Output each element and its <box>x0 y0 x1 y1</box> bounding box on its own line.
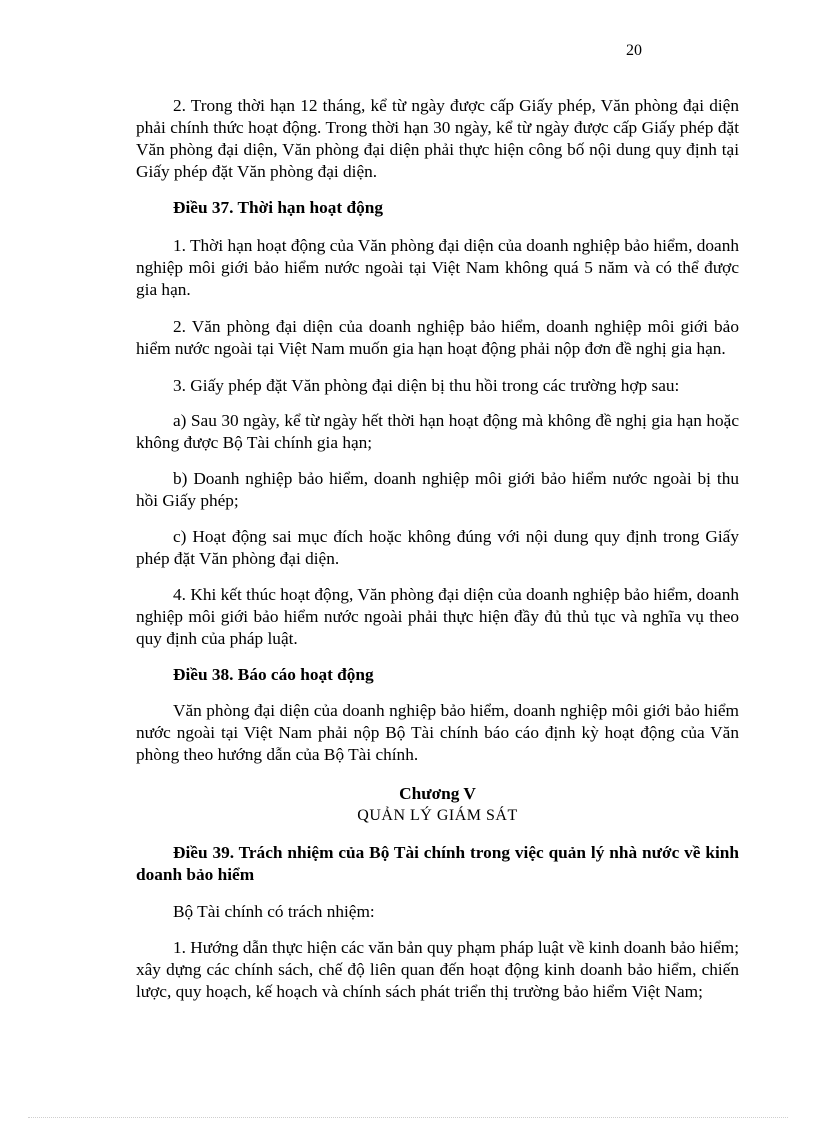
paragraph: 3. Giấy phép đặt Văn phòng đại diện bị thu hồi trong các trường hợp sau: <box>173 376 680 395</box>
paragraph: 1. Thời hạn hoạt động của Văn phòng đại diện của doanh nghiệp bảo hiểm, doanh nghiệp môi giới bảo hiểm nước ngoài tại Việt Nam không quá 5 năm và có thể được gia hạn. <box>136 236 739 299</box>
chapter-heading <box>136 783 739 827</box>
paragraph: 2. Văn phòng đại diện của doanh nghiệp bảo hiểm, doanh nghiệp môi giới bảo hiểm nước ngoài tại Việt Nam muốn gia hạn hoạt động phải nộp đơn đề nghị gia hạn. <box>136 317 739 358</box>
article-heading: Điều 37. Thời hạn hoạt động <box>173 198 383 217</box>
chapter-title: QUẢN LÝ GIÁM SÁT <box>357 807 518 824</box>
paragraph: c) Hoạt động sai mục đích hoặc không đúng với nội dung quy định trong Giấy phép đặt Văn phòng đại diện. <box>136 527 739 568</box>
paragraph: 1. Hướng dẫn thực hiện các văn bản quy phạm pháp luật về kinh doanh bảo hiểm; xây dựng các chính sách, chế độ liên quan đến hoạt động kinh doanh bảo hiểm, chiến lược, quy hoạch, kế hoạch và chính sách phát triển thị trường bảo hiểm Việt Nam; <box>136 938 739 1001</box>
paragraph: b) Doanh nghiệp bảo hiểm, doanh nghiệp môi giới bảo hiểm nước ngoài bị thu hồi Giấy phép; <box>136 469 739 510</box>
page-content <box>136 95 739 1003</box>
footer-divider <box>28 1117 788 1118</box>
paragraph: 4. Khi kết thúc hoạt động, Văn phòng đại diện của doanh nghiệp bảo hiểm, doanh nghiệp môi giới bảo hiểm nước ngoài phải thực hiện đầy đủ thủ tục và nghĩa vụ theo quy định của pháp luật. <box>136 585 739 648</box>
paragraph: Bộ Tài chính có trách nhiệm: <box>173 902 375 921</box>
chapter-number: Chương V <box>399 784 476 803</box>
article-heading: Điều 38. Báo cáo hoạt động <box>173 665 374 684</box>
paragraph: 2. Trong thời hạn 12 tháng, kể từ ngày được cấp Giấy phép, Văn phòng đại diện phải chính thức hoạt động. Trong thời hạn 30 ngày, kể từ ngày được cấp Giấy phép đặt Văn phòng đại diện, Văn phòng đại diện phải thực hiện công bố nội dung quy định tại Giấy phép đặt Văn phòng đại diện. <box>136 96 739 181</box>
page-number: 20 <box>626 42 642 59</box>
paragraph: Văn phòng đại diện của doanh nghiệp bảo hiểm, doanh nghiệp môi giới bảo hiểm nước ngoài tại Việt Nam phải nộp Bộ Tài chính báo cáo định kỳ hoạt động của Văn phòng theo hướng dẫn của Bộ Tài chính. <box>136 701 739 764</box>
paragraph: a) Sau 30 ngày, kể từ ngày hết thời hạn hoạt động mà không đề nghị gia hạn hoặc không được Bộ Tài chính gia hạn; <box>136 411 739 452</box>
article-heading: Điều 39. Trách nhiệm của Bộ Tài chính trong việc quản lý nhà nước về kinh doanh bảo hiểm <box>136 843 739 884</box>
